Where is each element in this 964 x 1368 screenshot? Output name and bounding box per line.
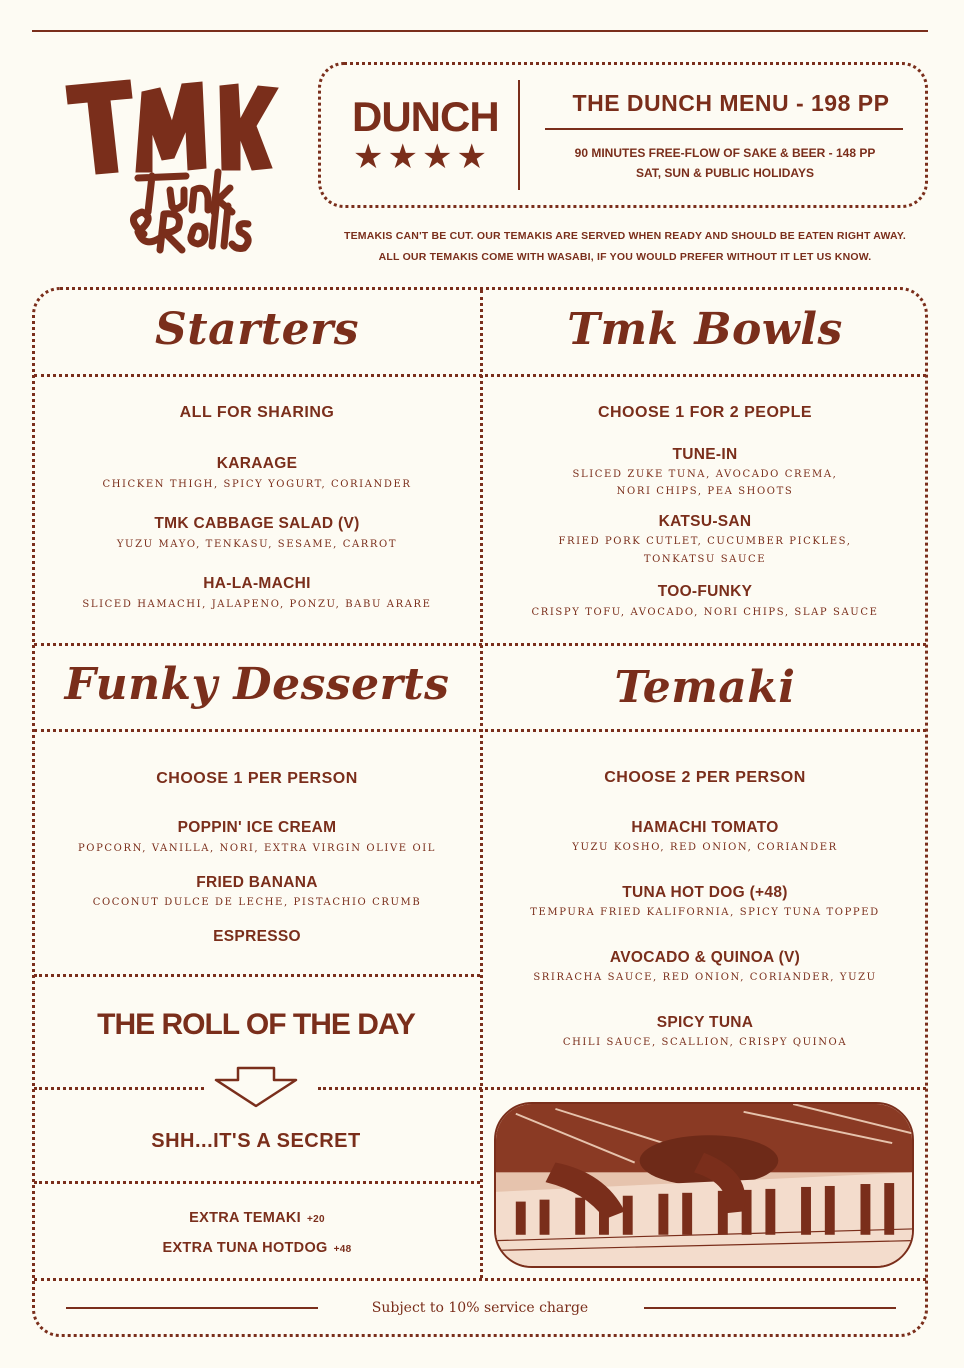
menu-item-desc: YUZU KOSHO, RED ONION, CORIANDER xyxy=(572,842,838,853)
menu-item-desc: SRIRACHA SAUCE, RED ONION, CORIANDER, YUZU xyxy=(533,972,877,983)
grid-divider xyxy=(34,1087,204,1090)
menu-item-name: KATSU-SAN xyxy=(658,513,752,530)
extra-item xyxy=(36,1210,478,1226)
menu-item-desc: TONKATSU SAUCE xyxy=(643,554,767,565)
menu-item-desc: CHILI SAUCE, SCALLION, CRISPY QUINOA xyxy=(562,1037,848,1048)
menu-item-name: HAMACHI TOMATO xyxy=(631,819,779,836)
menu-item-desc: SLICED ZUKE TUNA, AVOCADO CREMA, xyxy=(572,469,838,480)
menu-item-name: ESPRESSO xyxy=(213,928,301,945)
grid-divider xyxy=(34,729,926,732)
menu-item-desc: CHICKEN THIGH, SPICY YOGURT, CORIANDER xyxy=(102,479,412,490)
extra-item-price: +20 xyxy=(306,1214,325,1225)
grid-divider xyxy=(34,374,926,377)
menu-item-desc: NORI CHIPS, PEA SHOOTS xyxy=(616,486,794,497)
footer-rule-right xyxy=(644,1307,896,1309)
starters-title: Starters xyxy=(154,304,360,355)
menu-item-desc: TEMPURA FRIED KALIFORNIA, SPICY TUNA TOPPED xyxy=(530,907,880,918)
down-arrow-icon xyxy=(210,1066,302,1110)
menu-item-name: TMK CABBAGE SALAD (V) xyxy=(154,515,360,532)
dunch-label: DUNCH xyxy=(352,93,499,140)
grid-divider xyxy=(34,974,480,977)
menu-item-name: TUNE-IN xyxy=(672,446,738,463)
menu-item-desc: POPCORN, VANILLA, NORI, EXTRA VIRGIN OLIVE OIL xyxy=(77,843,437,854)
grid-divider xyxy=(318,1087,926,1090)
tmk-logo xyxy=(60,72,286,258)
bowls-subtitle: CHOOSE 1 FOR 2 PEOPLE xyxy=(597,404,813,421)
temaki-notice-2: ALL OUR TEMAKIS COME WITH WASABI, IF YOU WOULD PREFER WITHOUT IT LET US KNOW. xyxy=(378,251,872,263)
service-charge-note: Subject to 10% service charge xyxy=(371,1300,589,1316)
grid-center-divider xyxy=(480,290,483,1278)
menu-item-name: TUNA HOT DOG (+48) xyxy=(622,884,788,901)
temaki-subtitle: CHOOSE 2 PER PERSON xyxy=(604,769,806,786)
starters-subtitle: ALL FOR SHARING xyxy=(179,404,335,421)
menu-item-desc: YUZU MAYO, TENKASU, SESAME, CARROT xyxy=(116,539,398,550)
extra-item-price: +48 xyxy=(333,1244,352,1255)
menu-item-name: HA-LA-MACHI xyxy=(203,575,311,592)
menu-item-desc: COCONUT DULCE DE LECHE, PISTACHIO CRUMB xyxy=(92,897,422,908)
menu-item-name: FRIED BANANA xyxy=(196,874,318,891)
footer-rule-left xyxy=(66,1307,318,1309)
roll-of-the-day-title: THE ROLL OF THE DAY xyxy=(97,1008,415,1041)
days-note: SAT, SUN & PUBLIC HOLIDAYS xyxy=(635,166,815,180)
free-flow-note: 90 MINUTES FREE-FLOW OF SAKE & BEER - 148 PP xyxy=(574,146,876,160)
bowls-title: Tmk Bowls xyxy=(567,304,843,355)
extra-item-name: EXTRA TEMAKI xyxy=(189,1210,301,1226)
menu-title: THE DUNCH MENU - 198 PP xyxy=(572,90,890,116)
roll-secret: SHH...IT'S A SECRET xyxy=(151,1130,361,1152)
menu-item-name: POPPIN' ICE CREAM xyxy=(177,819,337,836)
menu-item-name: SPICY TUNA xyxy=(656,1014,754,1031)
header-divider xyxy=(518,80,520,190)
menu-item-desc: CRISPY TOFU, AVOCADO, NORI CHIPS, SLAP SAUCE xyxy=(531,607,879,618)
top-rule xyxy=(32,30,928,32)
temaki-notice-1: TEMAKIS CAN'T BE CUT. OUR TEMAKIS ARE SERVED WHEN READY AND SHOULD BE EATEN RIGHT AWAY. xyxy=(343,230,907,242)
extra-item xyxy=(36,1240,478,1256)
temaki-title: Temaki xyxy=(614,662,796,713)
menu-item-name: KARAAGE xyxy=(216,455,298,472)
grid-divider xyxy=(34,1278,926,1281)
menu-item-name: AVOCADO & QUINOA (V) xyxy=(609,949,801,966)
menu-item-desc: FRIED PORK CUTLET, CUCUMBER PICKLES, xyxy=(558,536,852,547)
desserts-subtitle: CHOOSE 1 PER PERSON xyxy=(156,770,358,787)
star-rating: ★★★★ xyxy=(353,138,491,176)
desserts-title: Funky Desserts xyxy=(64,659,450,710)
grid-divider xyxy=(34,1181,480,1184)
piano-photo xyxy=(494,1102,914,1268)
extra-item-name: EXTRA TUNA HOTDOG xyxy=(162,1240,328,1256)
menu-item-desc: SLICED HAMACHI, JALAPENO, PONZU, BABU ARARE xyxy=(82,599,432,610)
menu-title-underline xyxy=(545,128,903,130)
menu-item-name: TOO-FUNKY xyxy=(657,583,753,600)
grid-divider xyxy=(34,643,926,646)
